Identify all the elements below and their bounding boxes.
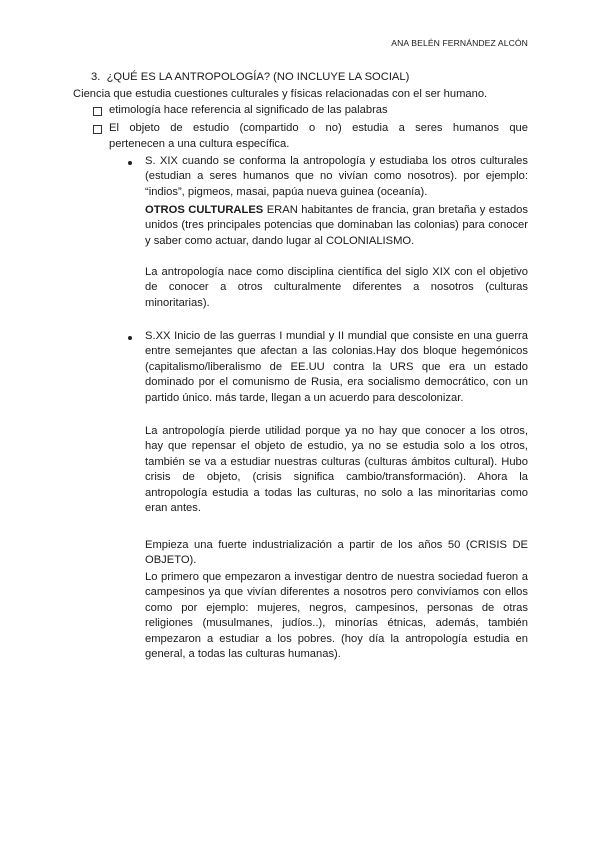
- author-header: ANA BELÉN FERNÁNDEZ ALCÓN: [391, 38, 528, 48]
- checklist-item-etimologia: etimología hace referencia al significado de las palabras: [109, 104, 388, 116]
- bullet2-paragraph-2: La antropología pierde utilidad porque ya no hay que conocer a los otros, hay que repensar el objeto de estudio, ya no se estudia solo a los otros, también se va a estudiar nuestras culturas (culturas ámbitos cultural). Hubo crisis de objeto, (crisis significa cambio/transformación). Ahora la antropología estudia a todas las culturas, no solo a las minoritarias como eran antes.: [145, 425, 528, 515]
- bullet1-paragraph-2: [145, 203, 528, 249]
- bullet2-paragraph-4: Lo primero que empezaron a investigar dentro de nuestra sociedad fueron a campesinos ya que vivían diferentes a nosotros pero convivíamos con ellos como por ejemplo: mujeres, negros, campesinos, personas de otras religiones (musulmanes, judíos..), minorías étnicas, además, también empezaron a estudiar a los pobres. (hoy día la antropología estudia en general, a todas las culturas humanas).: [145, 571, 528, 661]
- section-title: ¿QUÉ ES LA ANTROPOLOGÍA? (NO INCLUYE LA SOCIAL): [106, 71, 410, 83]
- bullet1-paragraph-1: S. XIX cuando se conforma la antropología y estudiaba los otros culturales (estudian a seres humanos que no vivían como nosotros). por ejemplo: “indios”, pigmeos, masai, papúa nueva guinea (oceanía).: [145, 155, 528, 198]
- bullet2-paragraph-3: Empieza una fuerte industrialización a partir de los años 50 (CRISIS DE OBJETO).: [145, 539, 528, 567]
- bullet2-paragraph-1: S.XX Inicio de las guerras I mundial y II mundial que consiste en una guerra entre semejantes que afectan a las colonias.Hay dos bloque hegemónicos (capitalismo/liberalismo de EE.UU contra la URS que era un estado dominado por el comunismo de Rusia, era socialismo democrático, con un partido único. más tarde, llegan a un acuerdo para descolonizar.: [145, 330, 528, 404]
- checklist-item-objeto-line1: El objeto de estudio (compartido o no) estudia a seres humanos que: [109, 122, 528, 134]
- otros-culturales-bold: OTROS CULTURALES: [145, 204, 264, 216]
- bullet-icon: [128, 336, 132, 340]
- checklist-item-objeto-line2: pertenecen a una cultura específica.: [109, 138, 290, 150]
- bullet1-paragraph-2-rest: ERAN habitantes de francia, gran bretaña y estados unidos (tres principales potencias que dominaban las colonias) para conocer y saber como actuar, dando lugar al COLONIALISMO.: [145, 204, 528, 247]
- section-number: 3.: [91, 71, 101, 83]
- section-intro: Ciencia que estudia cuestiones culturales y físicas relacionadas con el ser humano.: [73, 88, 488, 100]
- checkbox-icon[interactable]: [93, 125, 102, 134]
- bullet-icon: [128, 161, 132, 165]
- section-heading: [91, 71, 409, 83]
- checkbox-icon[interactable]: [93, 107, 102, 116]
- bullet1-paragraph-3: La antropología nace como disciplina científica del siglo XIX con el objetivo de conocer a otros culturalmente diferentes a nosotros (culturas minoritarias).: [145, 266, 528, 309]
